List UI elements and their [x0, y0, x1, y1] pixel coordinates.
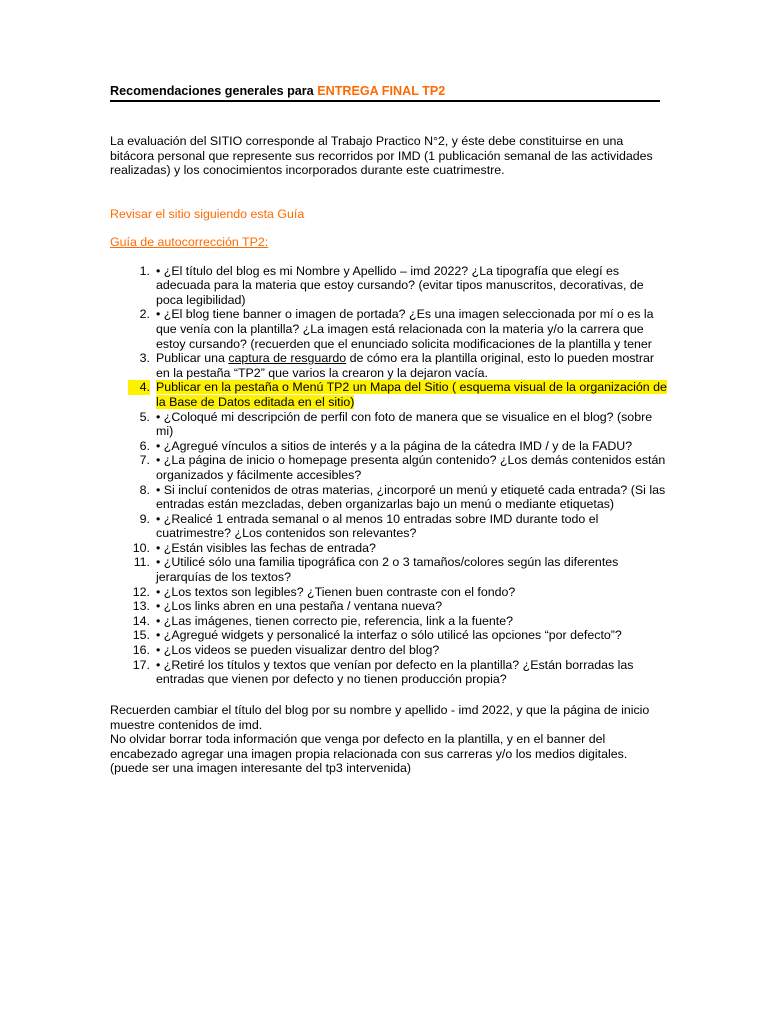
- item-text-content: • ¿Coloqué mi descripción de perfil con foto de manera que se visualice en el blog? (sobre mi): [156, 409, 653, 439]
- checklist-item-highlighted: [128, 380, 668, 409]
- item-text-content: • ¿Los textos son legibles? ¿Tienen buen contraste con el fondo?: [156, 584, 516, 599]
- checklist-item-number: 13.: [132, 599, 150, 614]
- checklist-item: [128, 483, 668, 512]
- footer-notes: [110, 703, 666, 776]
- document-title-text: [110, 84, 660, 99]
- checklist-item-text: [156, 555, 668, 584]
- checklist-item-text: [156, 483, 668, 512]
- item-text-content: • ¿Retiré los títulos y textos que venían por defecto en la plantilla? ¿Están borradas las entradas que vienen por defecto y no tienen producción propia?: [156, 657, 634, 687]
- checklist-item: [128, 512, 668, 541]
- checklist: [128, 264, 668, 687]
- footer-line: Recuerden cambiar el título del blog por su nombre y apellido - imd 2022, y que la página de inicio muestre contenidos de imd.: [110, 703, 650, 732]
- guide-title-text: Guía de autocorrección TP2:: [110, 235, 269, 249]
- checklist-item-text: [156, 643, 668, 658]
- checklist-item: [128, 453, 668, 482]
- checklist-item: [128, 541, 668, 556]
- checklist-item-number: 9.: [139, 511, 150, 526]
- checklist-item: [128, 264, 668, 308]
- checklist-item-number: 4.: [128, 380, 150, 395]
- checklist-item-number: 12.: [132, 584, 150, 599]
- checklist-item-number: 8.: [139, 482, 150, 497]
- item-text-underlined: captura de resguardo: [228, 351, 347, 366]
- item-text-content: • ¿El blog tiene banner o imagen de portada? ¿Es una imagen seleccionada por mí o es la que venía con la plantilla? ¿La imagen está relacionada con la materia y/o la carrera que estoy cursando? (recuerden que el enunciado solicita modificaciones de la plantilla y tener: [156, 307, 654, 351]
- item-text-content: • ¿Están visibles las fechas de entrada?: [156, 540, 376, 555]
- checklist-item-number: 1.: [139, 263, 150, 278]
- review-site-link[interactable]: Revisar el sitio siguiendo esta Guía: [110, 207, 305, 221]
- checklist-item-text: [156, 380, 668, 409]
- checklist-item: [128, 658, 668, 687]
- checklist-item-number: 11.: [133, 555, 150, 570]
- footer-line: (puede ser una imagen interesante del tp3 intervenida): [110, 761, 412, 776]
- item-text-content: • ¿Realicé 1 entrada semanal o al menos 10 entradas sobre IMD durante todo el cuatrimestre? ¿Los contenidos son relevantes?: [156, 511, 599, 541]
- checklist-item-number: 17.: [132, 657, 150, 672]
- intro-paragraph: La evaluación del SITIO corresponde al Trabajo Practico N°2, y éste debe constituirse en una bitácora personal que represente sus recorridos por IMD (1 publicación semanal de las actividades realizadas) y los conocimientos incorporados durante este cuatrimestre.: [110, 134, 653, 178]
- checklist-item-text: [156, 453, 668, 482]
- checklist-item-text: [156, 614, 668, 629]
- checklist-item: [128, 555, 668, 584]
- checklist-item-number: 6.: [139, 438, 150, 453]
- title-prefix: Recomendaciones generales para: [110, 84, 318, 98]
- self-check-list: [110, 235, 668, 687]
- checklist-item-text: [156, 599, 668, 614]
- title-highlight: ENTREGA FINAL TP2: [317, 84, 446, 98]
- checklist-item: [128, 643, 668, 658]
- checklist-item-number: 5.: [139, 409, 150, 424]
- checklist-item-number: 15.: [132, 628, 150, 643]
- checklist-item: [128, 585, 668, 600]
- checklist-item-number: 3.: [139, 351, 150, 366]
- checklist-item-number: 10.: [132, 540, 150, 555]
- checklist-item-text: [156, 439, 668, 454]
- item-text-content: • ¿Las imágenes, tienen correcto pie, referencia, link a la fuente?: [156, 613, 513, 628]
- checklist-item-number: 7.: [139, 453, 150, 468]
- item-text-content: • Si incluí contenidos de otras materias, ¿incorporé un menú y etiqueté cada entrada? (Si las entradas están mezcladas, deben organizarlas bajo un menú o mediante etiquetas): [156, 482, 666, 512]
- checklist-item: [128, 599, 668, 614]
- checklist-item-number: 16.: [132, 643, 150, 658]
- checklist-item-number: 2.: [139, 307, 150, 322]
- checklist-item-text: [156, 585, 668, 600]
- checklist-item-text: [156, 658, 668, 687]
- checklist-item-text: [156, 512, 668, 541]
- item-text-content: • ¿Utilicé sólo una familia tipográfica con 2 o 3 tamaños/colores según las diferentes jerarquías de los textos?: [156, 555, 619, 585]
- item-text-content: • ¿Los links abren en una pestaña / ventana nueva?: [156, 599, 443, 614]
- checklist-item-text: [156, 307, 668, 351]
- footer-line: No olvidar borrar toda información que venga por defecto en la plantilla, y en el banner del encabezado agregar una imagen propia relacionada con sus carreras y/o los medios digitales.: [110, 732, 628, 761]
- item-text-before: Publicar una: [156, 351, 229, 366]
- checklist-item: [128, 410, 668, 439]
- item-text-content: Publicar en la pestaña o Menú TP2 un Mapa del Sitio ( esquema visual de la organización de la Base de Datos editada en el sitio): [156, 380, 667, 409]
- checklist-item-text: [156, 351, 668, 380]
- checklist-item-text: [156, 410, 668, 439]
- item-text-content: • ¿Los videos se pueden visualizar dentro del blog?: [156, 643, 440, 658]
- item-text-content: • ¿El título del blog es mi Nombre y Apellido – imd 2022? ¿La tipografía que elegí es adecuada para la materia que estoy cursando? (evitar tipos manuscritos, decorativas, de poca legibilidad): [156, 263, 644, 307]
- item-text-content: • ¿Agregué widgets y personalicé la interfaz o sólo utilicé las opciones “por defecto”?: [156, 628, 622, 643]
- checklist-item-text: [156, 264, 668, 308]
- checklist-item-number: 14.: [132, 613, 150, 628]
- item-text-content: • ¿La página de inicio o homepage presenta algún contenido? ¿Los demás contenidos están organizados y fácilmente accesibles?: [156, 453, 666, 482]
- checklist-item: [128, 351, 668, 380]
- item-text-content: • ¿Agregué vínculos a sitios de interés y a la página de la cátedra IMD / y de la FADU?: [156, 438, 633, 453]
- checklist-item: [128, 307, 668, 351]
- checklist-item: [128, 439, 668, 454]
- checklist-item-text: [156, 541, 668, 556]
- checklist-item: [128, 628, 668, 643]
- guide-title: [110, 235, 650, 250]
- checklist-item: [128, 614, 668, 629]
- document-title: [110, 84, 660, 102]
- item-text-after: de cómo era la plantilla original, esto lo pueden mostrar en la pestaña “TP2” que varios la crearon y la dejaron vacía.: [156, 351, 654, 380]
- checklist-item-text: [156, 628, 668, 643]
